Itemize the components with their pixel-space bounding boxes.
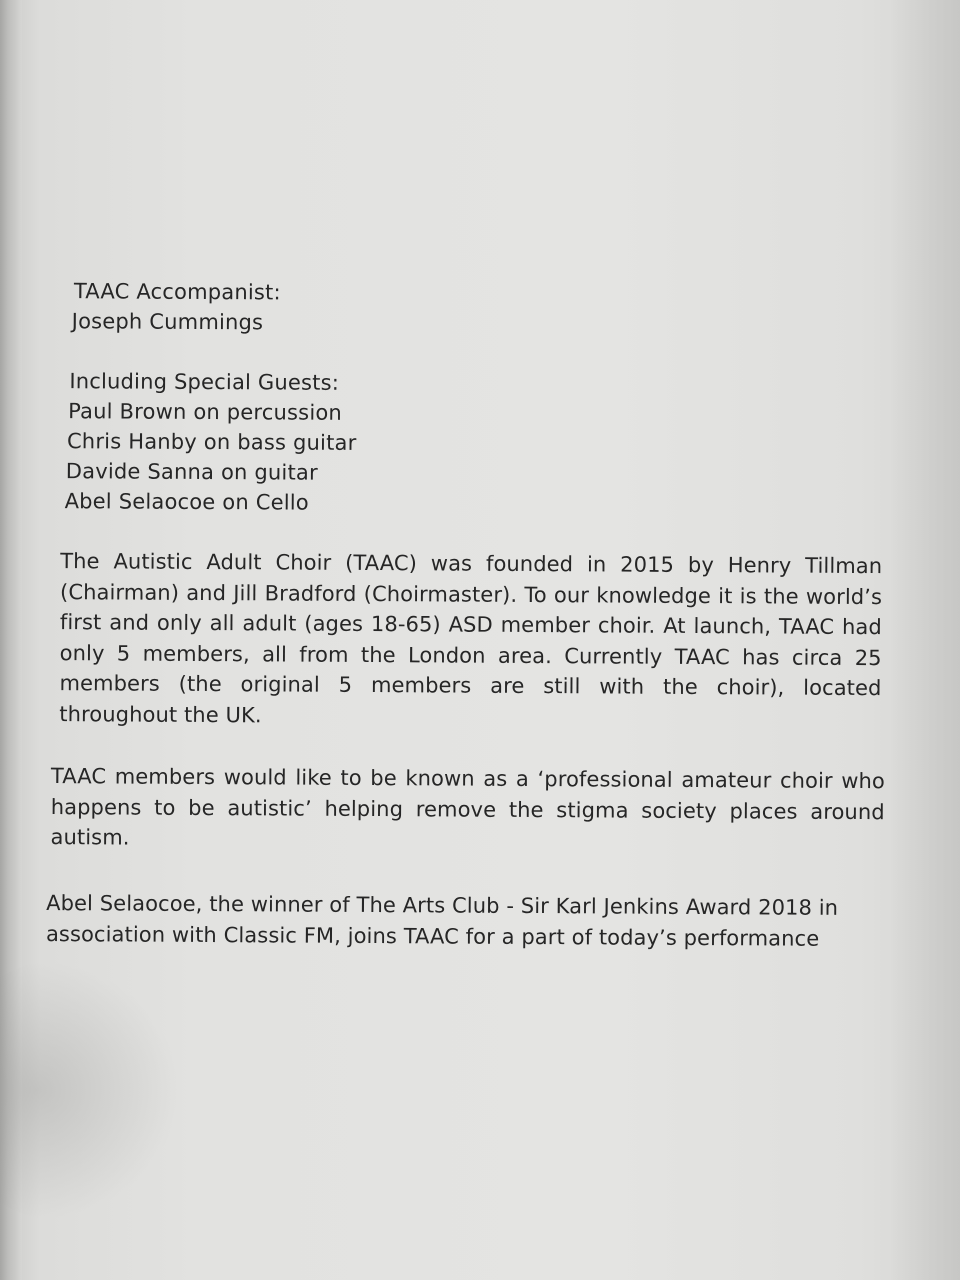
guest-item: Davide Sanna on guitar	[65, 459, 318, 485]
paragraph-founding: The Autistic Adult Choir (TAAC) was founded in 2015 by Henry Tillman (Chairman) and Jill Bradford (Choirmaster). To our knowledge it is the world’s first and only all adult (ages 18-65) ASD member choir. At launch, TAAC had only 5 members, all from the London area. Currently TAAC has circa 25 members (the original 5 members are still with the choir), located throughout the UK.	[59, 549, 883, 727]
guest-item: Chris Hanby on bass guitar	[66, 429, 357, 455]
page-shading	[890, 0, 960, 1280]
paragraph-guest-award: Abel Selaocoe, the winner of The Arts Club - Sir Karl Jenkins Award 2018 in association with Classic FM, joins TAAC for a part of today’s performance	[45, 891, 839, 951]
page-text	[44, 276, 890, 951]
guest-item: Paul Brown on percussion	[68, 399, 343, 425]
accompanist-name: Joseph Cummings	[71, 309, 264, 335]
guests-heading: Including Special Guests:	[69, 369, 340, 395]
accompanist-heading: TAAC Accompanist:	[73, 279, 281, 305]
paragraph-members: TAAC members would like to be known as a ‘professional amateur choir who happens to be autistic’ helping remove the stigma society places around autism.	[50, 764, 886, 850]
guest-item: Abel Selaocoe on Cello	[64, 489, 309, 515]
shadow	[0, 960, 180, 1220]
